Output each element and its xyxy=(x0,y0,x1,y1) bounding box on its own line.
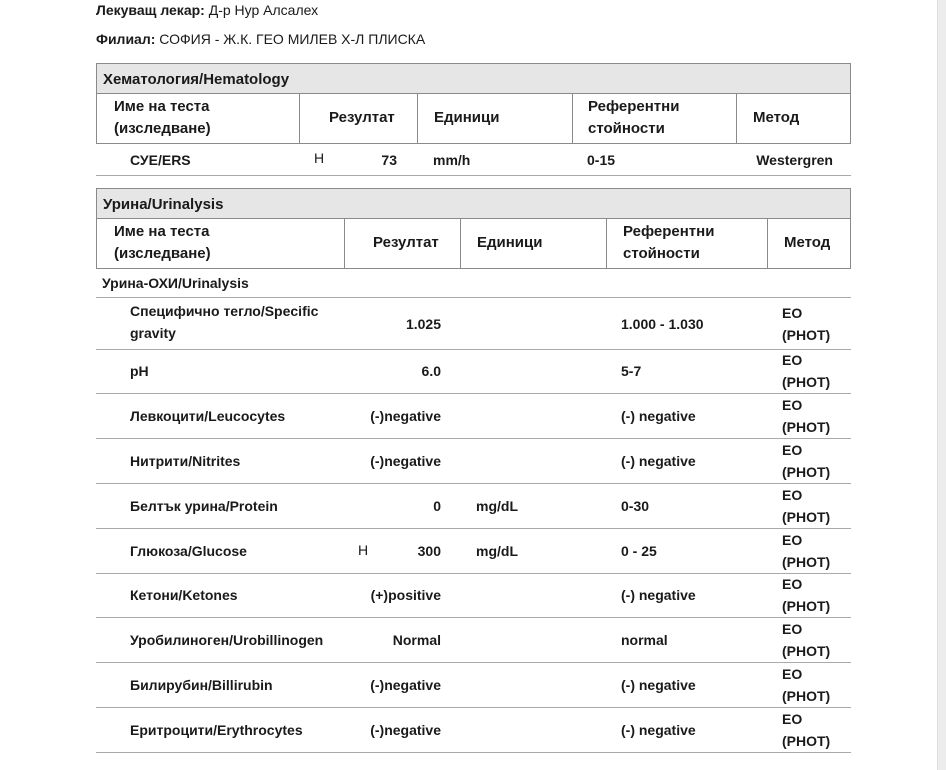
table-header xyxy=(96,219,851,269)
high-flag: H xyxy=(314,150,325,166)
test-name: Глюкоза/Glucose xyxy=(130,543,247,559)
test-units: mm/h xyxy=(433,152,471,168)
table-row xyxy=(96,349,851,394)
test-name: Уробилиноген/Urobillinogen xyxy=(130,632,324,648)
test-method: EO xyxy=(782,397,803,413)
test-method-2: (PHOT) xyxy=(782,598,831,614)
test-method: EO xyxy=(782,352,803,368)
test-result: 0 xyxy=(433,498,441,514)
test-method: EO xyxy=(782,576,803,592)
test-method-2: (PHOT) xyxy=(782,509,831,525)
test-result: 1.025 xyxy=(405,316,441,332)
test-ref: 1.000 - 1.030 xyxy=(621,316,704,332)
table-row xyxy=(96,529,851,574)
col-result: Резултат xyxy=(329,109,395,126)
test-result: (-)negative xyxy=(370,722,441,738)
col-ref-2: стойности xyxy=(588,120,665,137)
col-units: Единици xyxy=(477,234,543,251)
test-units: mg/dL xyxy=(476,543,518,559)
table-row xyxy=(96,618,851,663)
col-ref: Референтни xyxy=(588,98,680,115)
test-result: (-)negative xyxy=(370,453,441,469)
test-name: Специфично тегло/Specific xyxy=(130,303,319,319)
test-result: 73 xyxy=(381,152,397,168)
col-units: Единици xyxy=(434,109,500,126)
test-ref: 0-30 xyxy=(621,498,650,514)
branch-line xyxy=(96,31,425,47)
test-ref: 5-7 xyxy=(621,363,642,379)
test-name-2: gravity xyxy=(130,325,176,341)
hematology-section xyxy=(96,63,851,178)
table-row xyxy=(96,298,851,350)
table-header xyxy=(96,94,851,144)
test-name: Кетони/Ketones xyxy=(130,587,238,603)
col-name: Име на теста xyxy=(114,98,210,115)
table-row xyxy=(96,484,851,529)
test-method-2: (PHOT) xyxy=(782,464,831,480)
col-name-2: (изследване) xyxy=(114,120,211,137)
test-ref: (-) negative xyxy=(621,587,696,603)
test-result: (-)negative xyxy=(370,677,441,693)
branch-value: СОФИЯ - Ж.К. ГЕО МИЛЕВ Х-Л ПЛИСКА xyxy=(159,31,426,47)
test-method-2: (PHOT) xyxy=(782,327,831,343)
test-method: EO xyxy=(782,621,803,637)
test-name: pH xyxy=(130,363,149,379)
test-method: EO xyxy=(782,666,803,682)
table-row xyxy=(96,573,851,618)
col-method: Метод xyxy=(753,109,800,126)
test-result: 300 xyxy=(417,543,441,559)
test-ref: (-) negative xyxy=(621,722,696,738)
test-method: EO xyxy=(782,487,803,503)
col-name: Име на теста xyxy=(114,223,210,240)
test-method: EO xyxy=(782,532,803,548)
test-ref: normal xyxy=(621,632,668,648)
col-name-2: (изследване) xyxy=(114,245,211,262)
test-name: СУЕ/ERS xyxy=(130,152,191,168)
branch-label: Филиал: xyxy=(96,31,156,47)
test-ref: (-) negative xyxy=(621,677,696,693)
scrollbar[interactable] xyxy=(937,0,946,770)
test-result: (+)positive xyxy=(370,587,441,603)
test-method: EO xyxy=(782,442,803,458)
table-row xyxy=(96,663,851,708)
test-method: EO xyxy=(782,711,803,727)
table-row xyxy=(96,394,851,439)
test-ref: 0 - 25 xyxy=(621,543,657,559)
test-name: Левкоцити/Leucocytes xyxy=(130,408,286,424)
test-ref: (-) negative xyxy=(621,453,696,469)
section-title: Хематология/Hematology xyxy=(96,63,851,94)
doctor-label: Лекуващ лекар: xyxy=(96,2,205,18)
test-method-2: (PHOT) xyxy=(782,419,831,435)
col-ref: Референтни xyxy=(623,223,715,240)
test-method-2: (PHOT) xyxy=(782,643,831,659)
test-result: Normal xyxy=(392,632,441,648)
doctor-value: Д-р Нур Алсалех xyxy=(208,2,319,18)
test-ref: 0-15 xyxy=(587,152,616,168)
test-method-2: (PHOT) xyxy=(782,733,831,749)
test-name: Белтък урина/Protein xyxy=(130,498,278,514)
test-name: Билирубин/Billirubin xyxy=(130,677,273,693)
test-name: Еритроцити/Erythrocytes xyxy=(130,722,303,738)
test-method-2: (PHOT) xyxy=(782,554,831,570)
test-ref: (-) negative xyxy=(621,408,696,424)
doctor-line xyxy=(96,2,318,18)
col-method: Метод xyxy=(784,234,831,251)
test-method-2: (PHOT) xyxy=(782,374,831,390)
high-flag: H xyxy=(358,542,369,558)
test-method: EO xyxy=(782,305,803,321)
table-row xyxy=(96,439,851,484)
test-method: Westergren xyxy=(756,152,833,168)
col-ref-2: стойности xyxy=(623,245,700,262)
urinalysis-section xyxy=(96,188,851,758)
subsection-title: Урина-ОХИ/Urinalysis xyxy=(102,275,249,291)
test-name: Нитрити/Nitrites xyxy=(130,453,241,469)
test-method-2: (PHOT) xyxy=(782,688,831,704)
col-result: Резултат xyxy=(373,234,439,251)
table-row xyxy=(96,708,851,753)
test-result: (-)negative xyxy=(370,408,441,424)
table-row xyxy=(96,145,851,176)
test-units: mg/dL xyxy=(476,498,518,514)
section-title: Урина/Urinalysis xyxy=(96,188,851,219)
test-result: 6.0 xyxy=(421,363,441,379)
subsection-row xyxy=(96,270,851,298)
